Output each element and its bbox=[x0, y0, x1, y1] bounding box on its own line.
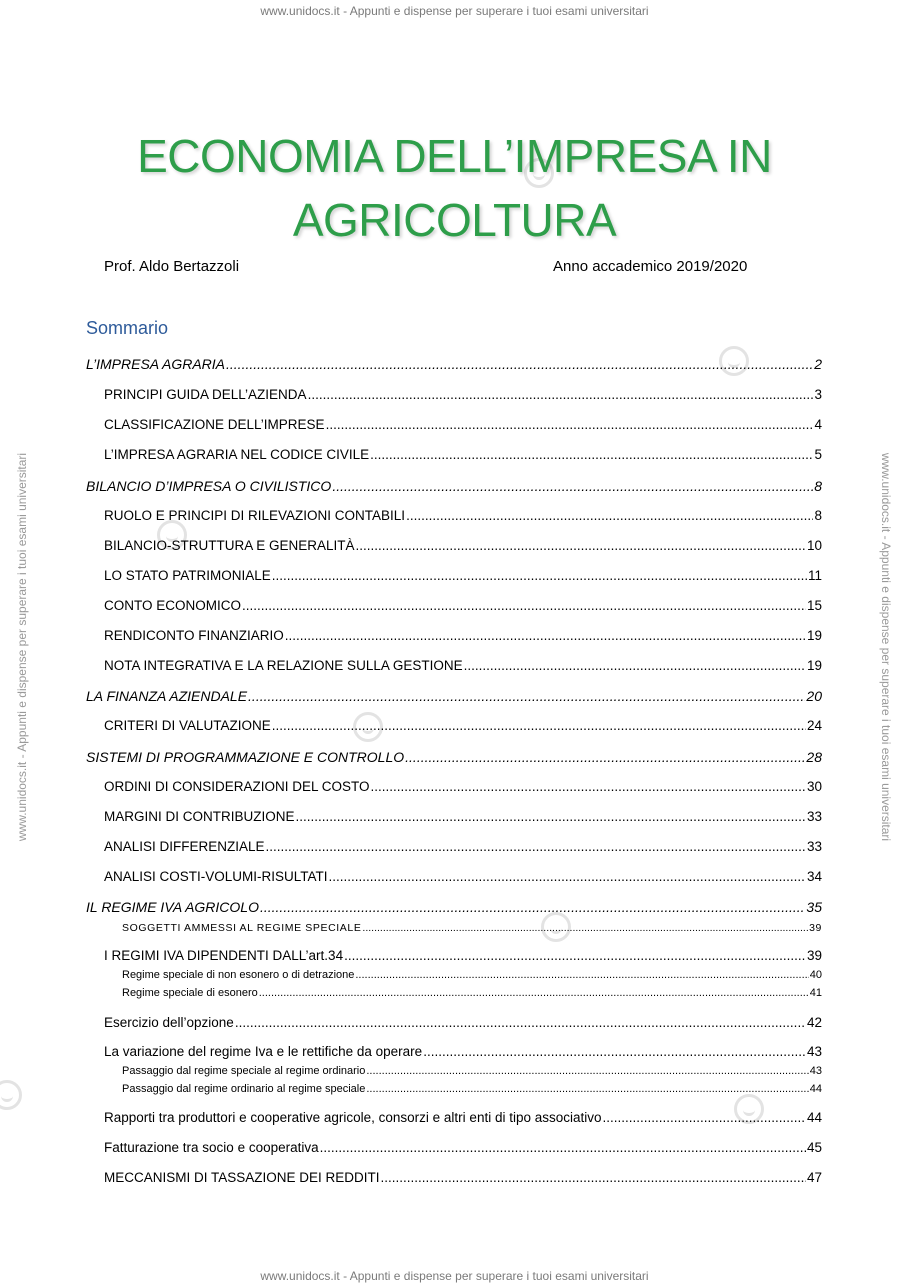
toc-entry-page: 5 bbox=[814, 447, 822, 462]
toc-entry[interactable] bbox=[86, 688, 822, 704]
toc-leader bbox=[362, 922, 808, 934]
toc-entry-label: LO STATO PATRIMONIALE bbox=[104, 568, 271, 583]
toc-leader bbox=[423, 1044, 806, 1059]
toc-entry-label: Esercizio dell’opzione bbox=[104, 1015, 234, 1030]
toc-entry[interactable] bbox=[104, 1015, 822, 1030]
toc-entry-page: 30 bbox=[806, 779, 822, 794]
toc-entry[interactable] bbox=[122, 922, 822, 934]
toc-leader bbox=[266, 839, 806, 854]
author: Prof. Aldo Bertazzoli bbox=[104, 258, 240, 275]
toc-leader bbox=[272, 718, 806, 733]
toc-entry-label: ANALISI COSTI-VOLUMI-RISULTATI bbox=[104, 869, 328, 884]
toc-leader bbox=[329, 869, 806, 884]
title-line-1: ECONOMIA DELL’IMPRESA IN bbox=[137, 130, 772, 182]
toc-entry-label: BILANCIO-STRUTTURA E GENERALITÀ bbox=[104, 538, 355, 553]
toc-entry[interactable] bbox=[104, 628, 822, 643]
toc-entry[interactable] bbox=[104, 779, 822, 794]
toc-entry[interactable] bbox=[122, 1083, 822, 1095]
toc-entry-page: 3 bbox=[814, 387, 822, 402]
toc-leader bbox=[406, 508, 813, 523]
toc-leader bbox=[405, 749, 805, 765]
toc-entry-page: 20 bbox=[806, 688, 822, 704]
toc-entry-label: CONTO ECONOMICO bbox=[104, 598, 242, 613]
toc-entry-page: 11 bbox=[807, 568, 822, 583]
toc-entry-page: 4 bbox=[814, 417, 822, 432]
toc-entry[interactable] bbox=[104, 658, 822, 673]
toc-entry[interactable] bbox=[104, 809, 822, 824]
toc-entry-label: SOGGETTI AMMESSI AL REGIME SPECIALE bbox=[122, 922, 362, 934]
toc-leader bbox=[272, 568, 807, 583]
toc-entry-page: 24 bbox=[806, 718, 822, 733]
toc-entry-page: 28 bbox=[806, 749, 822, 765]
toc-entry-label: NOTA INTEGRATIVA E LA RELAZIONE SULLA GESTIONE bbox=[104, 658, 463, 673]
toc-entry-label: Passaggio dal regime speciale al regime ordinario bbox=[122, 1065, 366, 1077]
toc-entry-page: 10 bbox=[806, 538, 822, 553]
toc-leader bbox=[464, 658, 806, 673]
toc-entry-label: RENDICONTO FINANZIARIO bbox=[104, 628, 284, 643]
toc-entry-page: 44 bbox=[809, 1083, 822, 1095]
toc-leader bbox=[259, 987, 809, 999]
toc-leader bbox=[326, 417, 814, 432]
toc-leader bbox=[371, 779, 806, 794]
toc-entry[interactable] bbox=[86, 356, 822, 372]
toc-leader bbox=[226, 356, 813, 372]
toc-entry[interactable] bbox=[122, 969, 822, 981]
watermark-top: www.unidocs.it - Appunti e dispense per superare i tuoi esami universitari bbox=[260, 4, 649, 18]
toc-leader bbox=[356, 538, 806, 553]
watermark-right: www.unidocs.it - Appunti e dispense per superare i tuoi esami universitari bbox=[879, 452, 893, 842]
toc-entry-label: SISTEMI DI PROGRAMMAZIONE E CONTROLLO bbox=[86, 749, 405, 765]
toc-entry-page: 39 bbox=[809, 922, 822, 934]
toc-entry-label: RUOLO E PRINCIPI DI RILEVAZIONI CONTABILI bbox=[104, 508, 406, 523]
toc-entry[interactable] bbox=[86, 899, 822, 915]
toc-entry[interactable] bbox=[104, 598, 822, 613]
toc-entry[interactable] bbox=[104, 1140, 822, 1155]
toc-entry[interactable] bbox=[122, 987, 822, 999]
toc-entry-page: 15 bbox=[806, 598, 822, 613]
toc-entry[interactable] bbox=[122, 1065, 822, 1077]
toc-entry-label: I REGIMI IVA DIPENDENTI DALL’art.34 bbox=[104, 948, 344, 963]
toc-entry[interactable] bbox=[104, 839, 822, 854]
toc-entry-label: La variazione del regime Iva e le rettifiche da operare bbox=[104, 1044, 423, 1059]
toc-leader bbox=[355, 969, 808, 981]
toc-entry-label: Passaggio dal regime ordinario al regime speciale bbox=[122, 1083, 366, 1095]
toc-leader bbox=[366, 1065, 808, 1077]
toc-entry-label: Rapporti tra produttori e cooperative agricole, consorzi e altri enti di tipo associativo bbox=[104, 1110, 602, 1125]
toc-entry-page: 43 bbox=[809, 1065, 822, 1077]
toc-entry-page: 33 bbox=[806, 839, 822, 854]
toc-leader bbox=[320, 1140, 806, 1155]
toc-entry[interactable] bbox=[104, 869, 822, 884]
toc-entry-label: L’IMPRESA AGRARIA bbox=[86, 356, 226, 372]
toc-entry-label: LA FINANZA AZIENDALE bbox=[86, 688, 248, 704]
toc-entry[interactable] bbox=[104, 1044, 822, 1059]
toc-leader bbox=[381, 1170, 806, 1185]
toc-entry[interactable] bbox=[104, 718, 822, 733]
toc-entry-label: Regime speciale di esonero bbox=[122, 987, 258, 999]
toc-entry-page: 34 bbox=[806, 869, 822, 884]
toc-leader bbox=[308, 387, 814, 402]
toc-leader bbox=[332, 478, 813, 494]
watermark-left: www.unidocs.it - Appunti e dispense per superare i tuoi esami universitari bbox=[15, 452, 29, 842]
toc-entry[interactable] bbox=[104, 1110, 822, 1125]
toc-entry-page: 19 bbox=[806, 628, 822, 643]
toc-entry-page: 33 bbox=[806, 809, 822, 824]
toc-leader bbox=[248, 688, 805, 704]
toc-leader bbox=[370, 447, 813, 462]
toc-entry[interactable] bbox=[104, 417, 822, 432]
title-line-2: AGRICOLTURA bbox=[292, 194, 617, 246]
toc-entry-page: 42 bbox=[806, 1015, 822, 1030]
toc-entry[interactable] bbox=[104, 447, 822, 462]
toc-entry-page: 35 bbox=[806, 899, 822, 915]
toc-entry-label: PRINCIPI GUIDA DELL’AZIENDA bbox=[104, 387, 307, 402]
toc-entry-page: 2 bbox=[814, 356, 822, 372]
toc-leader bbox=[285, 628, 806, 643]
toc-leader bbox=[260, 899, 805, 915]
toc-heading: Sommario bbox=[86, 318, 169, 338]
toc-entry-page: 40 bbox=[809, 969, 822, 981]
toc-leader bbox=[603, 1110, 806, 1125]
toc-entry-label: MECCANISMI DI TASSAZIONE DEI REDDITI bbox=[104, 1170, 380, 1185]
toc-leader bbox=[344, 948, 806, 963]
toc-entry-label: ORDINI DI CONSIDERAZIONI DEL COSTO bbox=[104, 779, 370, 794]
toc-entry-page: 45 bbox=[806, 1140, 822, 1155]
toc-entry[interactable] bbox=[104, 568, 822, 583]
toc-leader bbox=[296, 809, 806, 824]
toc-entry-page: 8 bbox=[814, 478, 822, 494]
toc-entry-label: MARGINI DI CONTRIBUZIONE bbox=[104, 809, 295, 824]
document-title bbox=[0, 124, 909, 252]
toc-entry-label: BILANCIO D’IMPRESA O CIVILISTICO bbox=[86, 478, 332, 494]
toc-entry[interactable] bbox=[86, 478, 822, 494]
toc-entry-page: 44 bbox=[806, 1110, 822, 1125]
toc-entry-label: ANALISI DIFFERENZIALE bbox=[104, 839, 265, 854]
toc-entry-label: IL REGIME IVA AGRICOLO bbox=[86, 899, 259, 915]
watermark-bottom: www.unidocs.it - Appunti e dispense per superare i tuoi esami universitari bbox=[260, 1269, 649, 1283]
toc-entry-page: 43 bbox=[806, 1044, 822, 1059]
toc-entry-label: L’IMPRESA AGRARIA NEL CODICE CIVILE bbox=[104, 447, 370, 462]
watermark-logo-icon bbox=[0, 1080, 22, 1110]
toc-entry[interactable] bbox=[104, 948, 822, 963]
toc-entry-page: 41 bbox=[809, 987, 822, 999]
toc-entry[interactable] bbox=[104, 538, 822, 553]
toc-entry-label: Regime speciale di non esonero o di detrazione bbox=[122, 969, 355, 981]
toc-entry-label: CLASSIFICAZIONE DELL’IMPRESE bbox=[104, 417, 325, 432]
toc-entry-label: Fatturazione tra socio e cooperativa bbox=[104, 1140, 319, 1155]
toc-entry-label: CRITERI DI VALUTAZIONE bbox=[104, 718, 271, 733]
toc-entry-page: 47 bbox=[806, 1170, 822, 1185]
academic-year: Anno accademico 2019/2020 bbox=[553, 258, 748, 275]
toc-leader bbox=[366, 1083, 808, 1095]
toc-entry-page: 39 bbox=[806, 948, 822, 963]
toc-entry-page: 8 bbox=[814, 508, 822, 523]
toc-entry[interactable] bbox=[104, 1170, 822, 1185]
toc-leader bbox=[235, 1015, 806, 1030]
toc-entry[interactable] bbox=[104, 387, 822, 402]
toc-entry[interactable] bbox=[104, 508, 822, 523]
toc-entry[interactable] bbox=[86, 749, 822, 765]
toc-entry-page: 19 bbox=[806, 658, 822, 673]
toc-leader bbox=[242, 598, 806, 613]
